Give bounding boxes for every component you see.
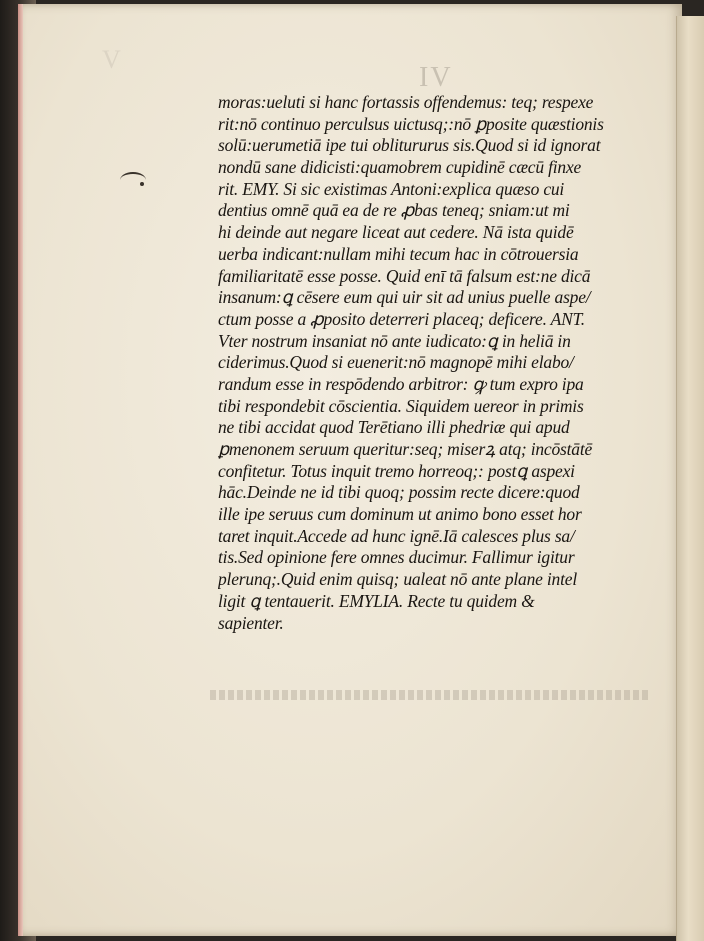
text-line: hāc.Deinde ne id tibi quoq; possim recte dicere:quod <box>218 482 580 503</box>
text-line: rit. EMY. Si sic existimas Antoni:explica quæso cui <box>218 178 565 199</box>
marginal-mark-dot <box>140 182 144 186</box>
text-line: ligit ꝗ tentauerit. EMYLIA. Recte tu quidem & <box>218 590 535 611</box>
text-line: confitetur. Totus inquit tremo horreoq;: postꝗ aspexi <box>218 460 575 481</box>
text-line: solū:uerumetiā ipe tui oblitururus sis.Quod si id ignorat <box>218 135 601 156</box>
text-line: ne tibi accidat quod Terētiano illi phedriæ qui apud <box>218 417 570 438</box>
text-line: tibi respondebit cōscientia. Siquidem uereor in primis <box>218 395 584 416</box>
show-through-text <box>210 690 650 700</box>
text-line: taret inquit.Accede ad hunc ignē.Iā calesces plus sa/ <box>218 525 575 546</box>
text-line: hi deinde aut negare liceat aut cedere. Nā ista quidē <box>218 222 574 243</box>
text-line: uerba indicant:nullam mihi tecum hac in cōtrouersia <box>218 243 579 264</box>
text-line: ꝑmenonem seruum queritur:seq; miserꝝ atq; incōstātē <box>218 439 593 459</box>
text-line: ille ipe seruus cum dominum ut animo bono esset hor <box>218 504 582 525</box>
text-line: rit:nō continuo perculsus uictusq;:nō ꝑposite quæstionis <box>218 113 604 134</box>
text-line: nondū sane didicisti:quamobrem cupidinē cæcū finxe <box>218 157 582 178</box>
text-line: ctum posse a ꝓposito deterreri placeq; deficere. ANT. <box>218 308 585 329</box>
fore-edge-pages <box>676 16 704 941</box>
text-line: plerunq;.Quid enim quisq; ualeat nō ante plane intel <box>218 569 577 590</box>
folio-number: IV <box>419 62 453 93</box>
show-through-letter: V <box>102 45 121 74</box>
text-line: tis.Sed opinione fere omnes ducimur. Fallimur igitur <box>218 547 575 568</box>
text-line: insanum:ꝗ cēsere eum qui uir sit ad unius puelle aspe/ <box>218 287 591 308</box>
text-line: sapienter. <box>218 612 284 633</box>
text-line: familiaritatē esse posse. Quid enī tā falsum est:ne dicā <box>218 265 591 286</box>
text-line: randum esse in respōdendo arbitror: ꝙ tum expro ipa <box>218 373 584 394</box>
text-block <box>218 92 650 634</box>
text-line: moras:ueluti si hanc fortassis offendemus: teq; respexe <box>218 92 594 112</box>
red-page-edge <box>18 4 23 936</box>
text-line: dentius omnē quā ea de re ꝓbas teneq; sniam:ut mi <box>218 200 570 221</box>
text-line: ciderimus.Quod si euenerit:nō magnopē mihi elabo/ <box>218 352 574 373</box>
text-line: Vter nostrum insaniat nō ante iudicato:ꝗ in heliā in <box>218 330 571 351</box>
